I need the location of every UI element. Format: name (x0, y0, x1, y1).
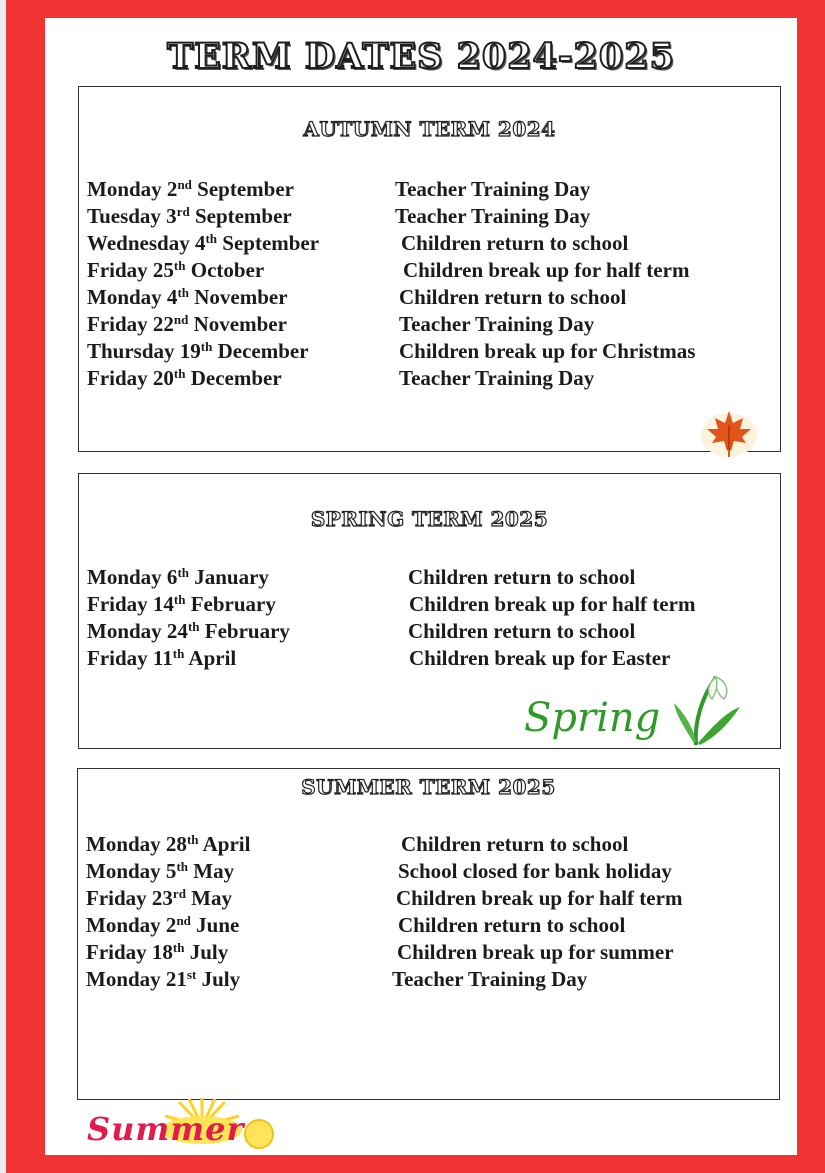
date-row (87, 618, 772, 645)
date-label: Friday 23rd May (86, 886, 232, 910)
spring-term-box (78, 473, 781, 749)
date-row (87, 257, 772, 284)
event-label: Children break up for summer (397, 940, 674, 964)
event-label: Teacher Training Day (395, 204, 591, 228)
autumn-term-box (78, 86, 781, 452)
date-label: Monday 5th May (86, 859, 235, 883)
date-row (87, 564, 772, 591)
date-label: Friday 20th December (87, 366, 282, 390)
event-label: School closed for bank holiday (398, 859, 672, 883)
date-row (86, 939, 771, 966)
maple-leaf-icon (699, 405, 759, 461)
autumn-term-title: AUTUMN TERM 2024 (303, 117, 556, 141)
event-label: Teacher Training Day (395, 177, 591, 201)
term-dates-sheet (45, 18, 797, 1155)
event-label: Children return to school (398, 913, 626, 937)
date-row (86, 858, 771, 885)
date-label: Tuesday 3rd September (87, 204, 292, 228)
date-label: Wednesday 4th September (87, 231, 320, 255)
date-row (86, 912, 771, 939)
event-label: Teacher Training Day (392, 967, 588, 991)
event-label: Children return to school (408, 619, 636, 643)
date-row (87, 203, 772, 230)
date-row (86, 885, 771, 912)
spring-wordmark: Spring (524, 695, 661, 741)
event-label: Children return to school (401, 832, 629, 856)
date-row (87, 176, 772, 203)
event-label: Teacher Training Day (399, 366, 595, 390)
event-label: Children return to school (408, 565, 636, 589)
autumn-term-dates (87, 176, 772, 392)
date-row (87, 311, 772, 338)
date-label: Friday 22nd November (87, 312, 287, 336)
summer-term-box (77, 768, 780, 1100)
snowdrop-icon (654, 667, 744, 749)
event-label: Children break up for half term (403, 258, 690, 282)
date-row (87, 284, 772, 311)
event-label: Children break up for half term (396, 886, 683, 910)
date-row (87, 365, 772, 392)
summer-term-dates (86, 831, 771, 993)
date-row (87, 338, 772, 365)
date-label: Friday 14th February (87, 592, 276, 616)
summer-wordmark: Summer (87, 1110, 245, 1148)
date-label: Monday 2nd June (86, 913, 240, 937)
event-label: Children return to school (401, 231, 629, 255)
date-row (86, 831, 771, 858)
spring-term-dates (87, 564, 772, 672)
event-label: Teacher Training Day (399, 312, 595, 336)
event-label: Children break up for half term (409, 592, 696, 616)
date-label: Monday 21st July (86, 967, 241, 991)
left-edge-strip (0, 0, 6, 1173)
event-label: Children break up for Easter (409, 646, 671, 670)
date-label: Thursday 19th December (87, 339, 309, 363)
date-row (87, 591, 772, 618)
date-label: Monday 24th February (87, 619, 290, 643)
date-label: Monday 4th November (87, 285, 288, 309)
summer-term-title: SUMMER TERM 2025 (301, 775, 556, 799)
date-row (87, 230, 772, 257)
date-label: Monday 2nd September (87, 177, 294, 201)
page-title: TERM DATES 2024-2025 (167, 36, 675, 77)
date-label: Monday 28th April (86, 832, 251, 856)
date-label: Friday 25th October (87, 258, 265, 282)
date-label: Monday 6th January (87, 565, 269, 589)
spring-term-title: SPRING TERM 2025 (310, 507, 549, 531)
date-row (86, 966, 771, 993)
event-label: Children break up for Christmas (399, 339, 696, 363)
event-label: Children return to school (399, 285, 627, 309)
date-label: Friday 11th April (87, 646, 237, 670)
date-label: Friday 18th July (86, 940, 229, 964)
